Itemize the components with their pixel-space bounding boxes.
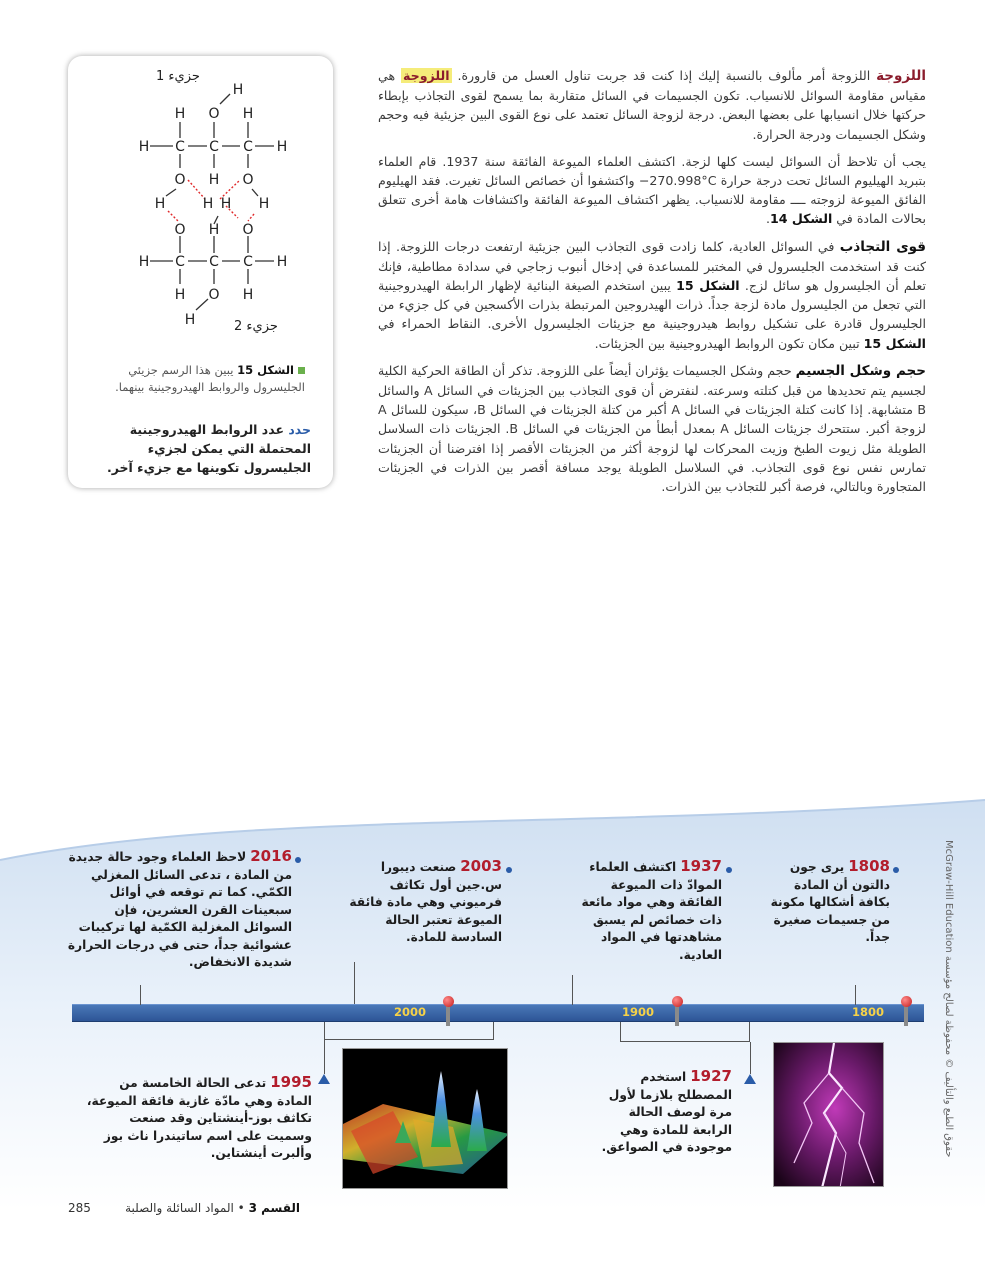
connector-1995 — [324, 1022, 494, 1040]
atom-label: H — [174, 106, 186, 122]
timeline-pin-head — [901, 996, 912, 1007]
glycerol-diagram — [68, 56, 333, 356]
figure-ref: الشكل 15 — [676, 278, 740, 294]
event-year: 1808 — [848, 857, 890, 875]
copyright-credit — [938, 840, 958, 1260]
paragraph-particle-size — [378, 361, 926, 496]
event-year: 2003 — [460, 857, 502, 875]
figure-ref: الشكل 14 — [769, 211, 833, 227]
term-viscosity: اللزوجة — [876, 68, 926, 84]
lightning-photo — [773, 1042, 884, 1187]
footer-section — [110, 1201, 300, 1215]
tick-label-1800: 1800 — [852, 1005, 885, 1019]
timeline-pin-head — [443, 996, 454, 1007]
event-year: 2016 — [250, 847, 292, 865]
event-marker-triangle — [744, 1074, 756, 1084]
paragraph-viscosity — [378, 66, 926, 144]
event-marker-dot — [295, 857, 301, 863]
footer-bullet: • — [237, 1201, 245, 1215]
midline-atoms — [203, 196, 232, 212]
atom-label: O — [242, 222, 254, 238]
bose-einstein-plot-image — [343, 1049, 508, 1189]
lightning-image — [774, 1043, 884, 1187]
para-text: يبين استخدم الصيغة البنائية لإظهار الرابطة الهيدروجينية التي تجعل من الجليسرول مادة لزجة جداً. ذرات الهيدروجين المرتبطة بذرات الأكسجين في كل جزيء من الجليسرول قادرة على تشكيل روابط هيدروجينية مع جزيئات الجليسرول الأخرى. النقاط الحمراء في — [378, 278, 926, 332]
figure-question — [96, 420, 311, 477]
para-text: . — [765, 211, 770, 227]
credit-text: McGraw-Hill Education حقوق الطبع والتأليف © محفوظة لصالح مؤسسة — [943, 840, 954, 1158]
event-text: اكتشف العلماء الموادّ ذات الميوعة الفائقة وهي مواد مائعة ذات خصائص لم يسبق مشاهدتها في المواد العادية. — [581, 860, 722, 962]
question-text: عدد الروابط الهيدروجينية المحتملة التي يمكن لجزيء الجليسرول تكوينها مع جزيء آخر. — [107, 422, 311, 475]
event-2016 — [64, 848, 292, 972]
paragraph-attraction — [378, 237, 926, 353]
event-1808 — [766, 858, 890, 947]
event-marker-triangle — [318, 1074, 330, 1084]
event-2003 — [344, 858, 502, 947]
atom-label: H — [174, 287, 186, 303]
caption-label: الشكل 15 — [237, 363, 294, 377]
highlight-viscosity: اللزوجة — [403, 68, 450, 83]
heading-size-shape: حجم وشكل الجسيم — [795, 362, 926, 379]
main-text-column — [378, 66, 926, 504]
tick-label-2000: 2000 — [394, 1005, 427, 1019]
event-1995 — [86, 1074, 312, 1163]
connector-line — [750, 1042, 751, 1074]
atom-label: H — [154, 196, 166, 212]
connector-line — [855, 985, 856, 1005]
tick-label-1900: 1900 — [622, 1005, 655, 1019]
atom-label: O — [174, 172, 186, 188]
figure-ref: الشكل 15 — [863, 335, 926, 351]
footer-title: المواد السائلة والصلبة — [125, 1201, 234, 1215]
event-text: لاحظ العلماء وجود حالة جديدة من المادة ، تدعى السائل المغزلي الكمّي. كما تم توقعه في أوائل سبعينات القرن العشرين، فإن السوائل المغزلية الكمّية لها تركيبات عشوائية جداً، حتى في درجات الحرارة شديدة الانخفاض. — [67, 850, 292, 969]
atom-label: O — [174, 222, 186, 238]
atom-label: H — [258, 196, 270, 212]
para-text: اللزوجة أمر مألوف بالنسبة إليك إذا كنت قد جربت تناول العسل من قارورة. — [451, 68, 877, 83]
atom-label: H — [208, 172, 220, 188]
bullet-square — [298, 367, 305, 374]
figure-15-box — [68, 56, 333, 488]
timeline-pin-head — [672, 996, 683, 1007]
paragraph-superfluid — [378, 152, 926, 229]
atom-label: O — [208, 287, 220, 303]
molecule-1-atoms — [139, 82, 288, 212]
atom-label: O — [208, 106, 220, 122]
event-marker-dot — [506, 867, 512, 873]
para-text: تبين مكان تكون الروابط الهيدروجينية بين الجزيئات. — [594, 335, 864, 351]
event-text: يرى جون دالتون أن المادة بكافة أشكالها مكونة من جسيمات صغيرة جداً. — [770, 860, 890, 944]
timeline-bar — [72, 1004, 924, 1022]
atom-label: H — [184, 312, 196, 328]
molecule-2-label: جزيء 2 — [234, 319, 278, 334]
connector-line — [572, 975, 573, 1005]
event-year: 1995 — [270, 1073, 312, 1091]
atom-label: C — [209, 139, 219, 155]
event-year: 1937 — [680, 857, 722, 875]
event-1937 — [566, 858, 722, 964]
atom-label: C — [243, 139, 253, 155]
atom-label: H — [276, 139, 288, 155]
atom-label: H — [242, 106, 254, 122]
event-text: صنعت ديبورا س.جين أول تكاثف فرميوني وهي مادة فائقة الميوعة تعتبر الحالة السادسة للمادة. — [349, 860, 502, 944]
connector-line — [324, 1040, 325, 1074]
condensate-photo — [342, 1048, 508, 1189]
event-text: استخدم المصطلح بلازما لأول مرة لوصف الحالة الرابعة للمادة وهي موجودة في الصواعق. — [601, 1070, 732, 1154]
heading-attractive-forces: قوى التجاذب — [839, 238, 926, 255]
event-year: 1927 — [690, 1067, 732, 1085]
atom-label: C — [175, 254, 185, 270]
para-text: هي مقياس مقاومة السوائل للانسياب. تكون الجسيمات في السائل متقاربة بما يسمح لقوى التجاذب بإبطاء حركتها خلال انسيابها على بعضها البعض. درجة لزوجة السائل تعتمد على نوع القوى البين جزيئية فيه وحجم وشكل الجسيمات ودرجة الحرارة. — [378, 68, 926, 142]
atom-label: H — [232, 82, 244, 98]
atom-label: C — [175, 139, 185, 155]
atom-label: H — [202, 196, 214, 212]
molecule-1-label: جزيء 1 — [156, 69, 200, 84]
figure-caption — [105, 362, 305, 396]
question-verb: حدد — [288, 422, 311, 437]
caption-text: يبين هذا الرسم جزيئي الجليسرول والروابط الهيدروجينية بينهما. — [115, 363, 305, 394]
atom-label: C — [209, 254, 219, 270]
event-text: تدعى الحالة الخامسة من المادة وهي مادّة غازية فائقة الميوعة، تكاثف بوز-أينشتاين وقد صنعت وسميت على اسم ساتيندرا ناث بوز وألبرت أينشتاين. — [86, 1076, 312, 1160]
molecule-2-atoms — [139, 222, 288, 328]
atom-label: C — [243, 254, 253, 270]
event-marker-dot — [726, 867, 732, 873]
atom-label: O — [242, 172, 254, 188]
atom-label: H — [138, 139, 150, 155]
atom-label: H — [220, 196, 232, 212]
para-text: في السوائل العادية، كلما زادت قوى التجاذب البين جزيئية ارتفعت درجات اللزوجة. إذا كنت قد استخدمت الجليسرول في المختبر للمساعدة في إدخال أنبوب زجاجي في سدادة مطاطية، فإنك تعلم أن الجليسرول هو سائل لزج. — [378, 238, 926, 294]
connector-line — [140, 985, 141, 1005]
atom-label: H — [208, 222, 220, 238]
event-marker-dot — [893, 867, 899, 873]
page-number: 285 — [68, 1201, 91, 1215]
connector-line — [354, 962, 355, 1004]
atom-label: H — [276, 254, 288, 270]
para-text: يجب أن تلاحظ أن السوائل ليست كلها لزجة. اكتشف العلماء الميوعة الفائقة سنة 1937. قام العلماء بتبريد الهيليوم السائل تحت درجة حرارة ‎−270.998°C‎ واكتشفوا أن خصائص السائل تغيرت. فقد الهيليوم الفائق الميوعة لزوجته ــــ مقاومة للانسياب. يظهر اكتشاف الميوعة الفائقة واكتشافات هامة أخرى تتعلق بحالات المادة في — [378, 153, 926, 227]
event-1927 — [590, 1068, 732, 1157]
atom-label: H — [138, 254, 150, 270]
footer-section-number: القسم 3 — [248, 1201, 300, 1215]
atom-label: H — [242, 287, 254, 303]
connector-1927 — [620, 1022, 750, 1042]
para-text: حجم وشكل الجسيمات يؤثران أيضاً على اللزوجة. تذكر أن الطاقة الحركية الكلية لجسيم يتم تحديدها من قبل كتلته وسرعته. لنفترض أن قوى التجاذب بين الجزيئات في السائل A والسائل B متشابهة. إذا كانت كتلة الجزيئات في السائل A أكبر من كتلة الجزيئات في السائل B، سيكون للسائل A لزوجة أكبر. ستتحرك جزيئات السائل A بمعدل أبطأ من الجزيئات في السائل B. الجزيئات ذات السلاسل الطويلة مثل زيوت الطبخ وزيت المحركات لها لزوجة أكثر من الجزيئات الأقصر إذا افترضنا أن الجزيئات تمارس نفس نوع قوى التجاذب. في السلاسل الطويلة يوجد مسافة أقصر بين الذرات في الجزيئات المتجاورة وبالتالي، فرصة أكبر للتجاذب بين الذرات. — [378, 362, 927, 495]
